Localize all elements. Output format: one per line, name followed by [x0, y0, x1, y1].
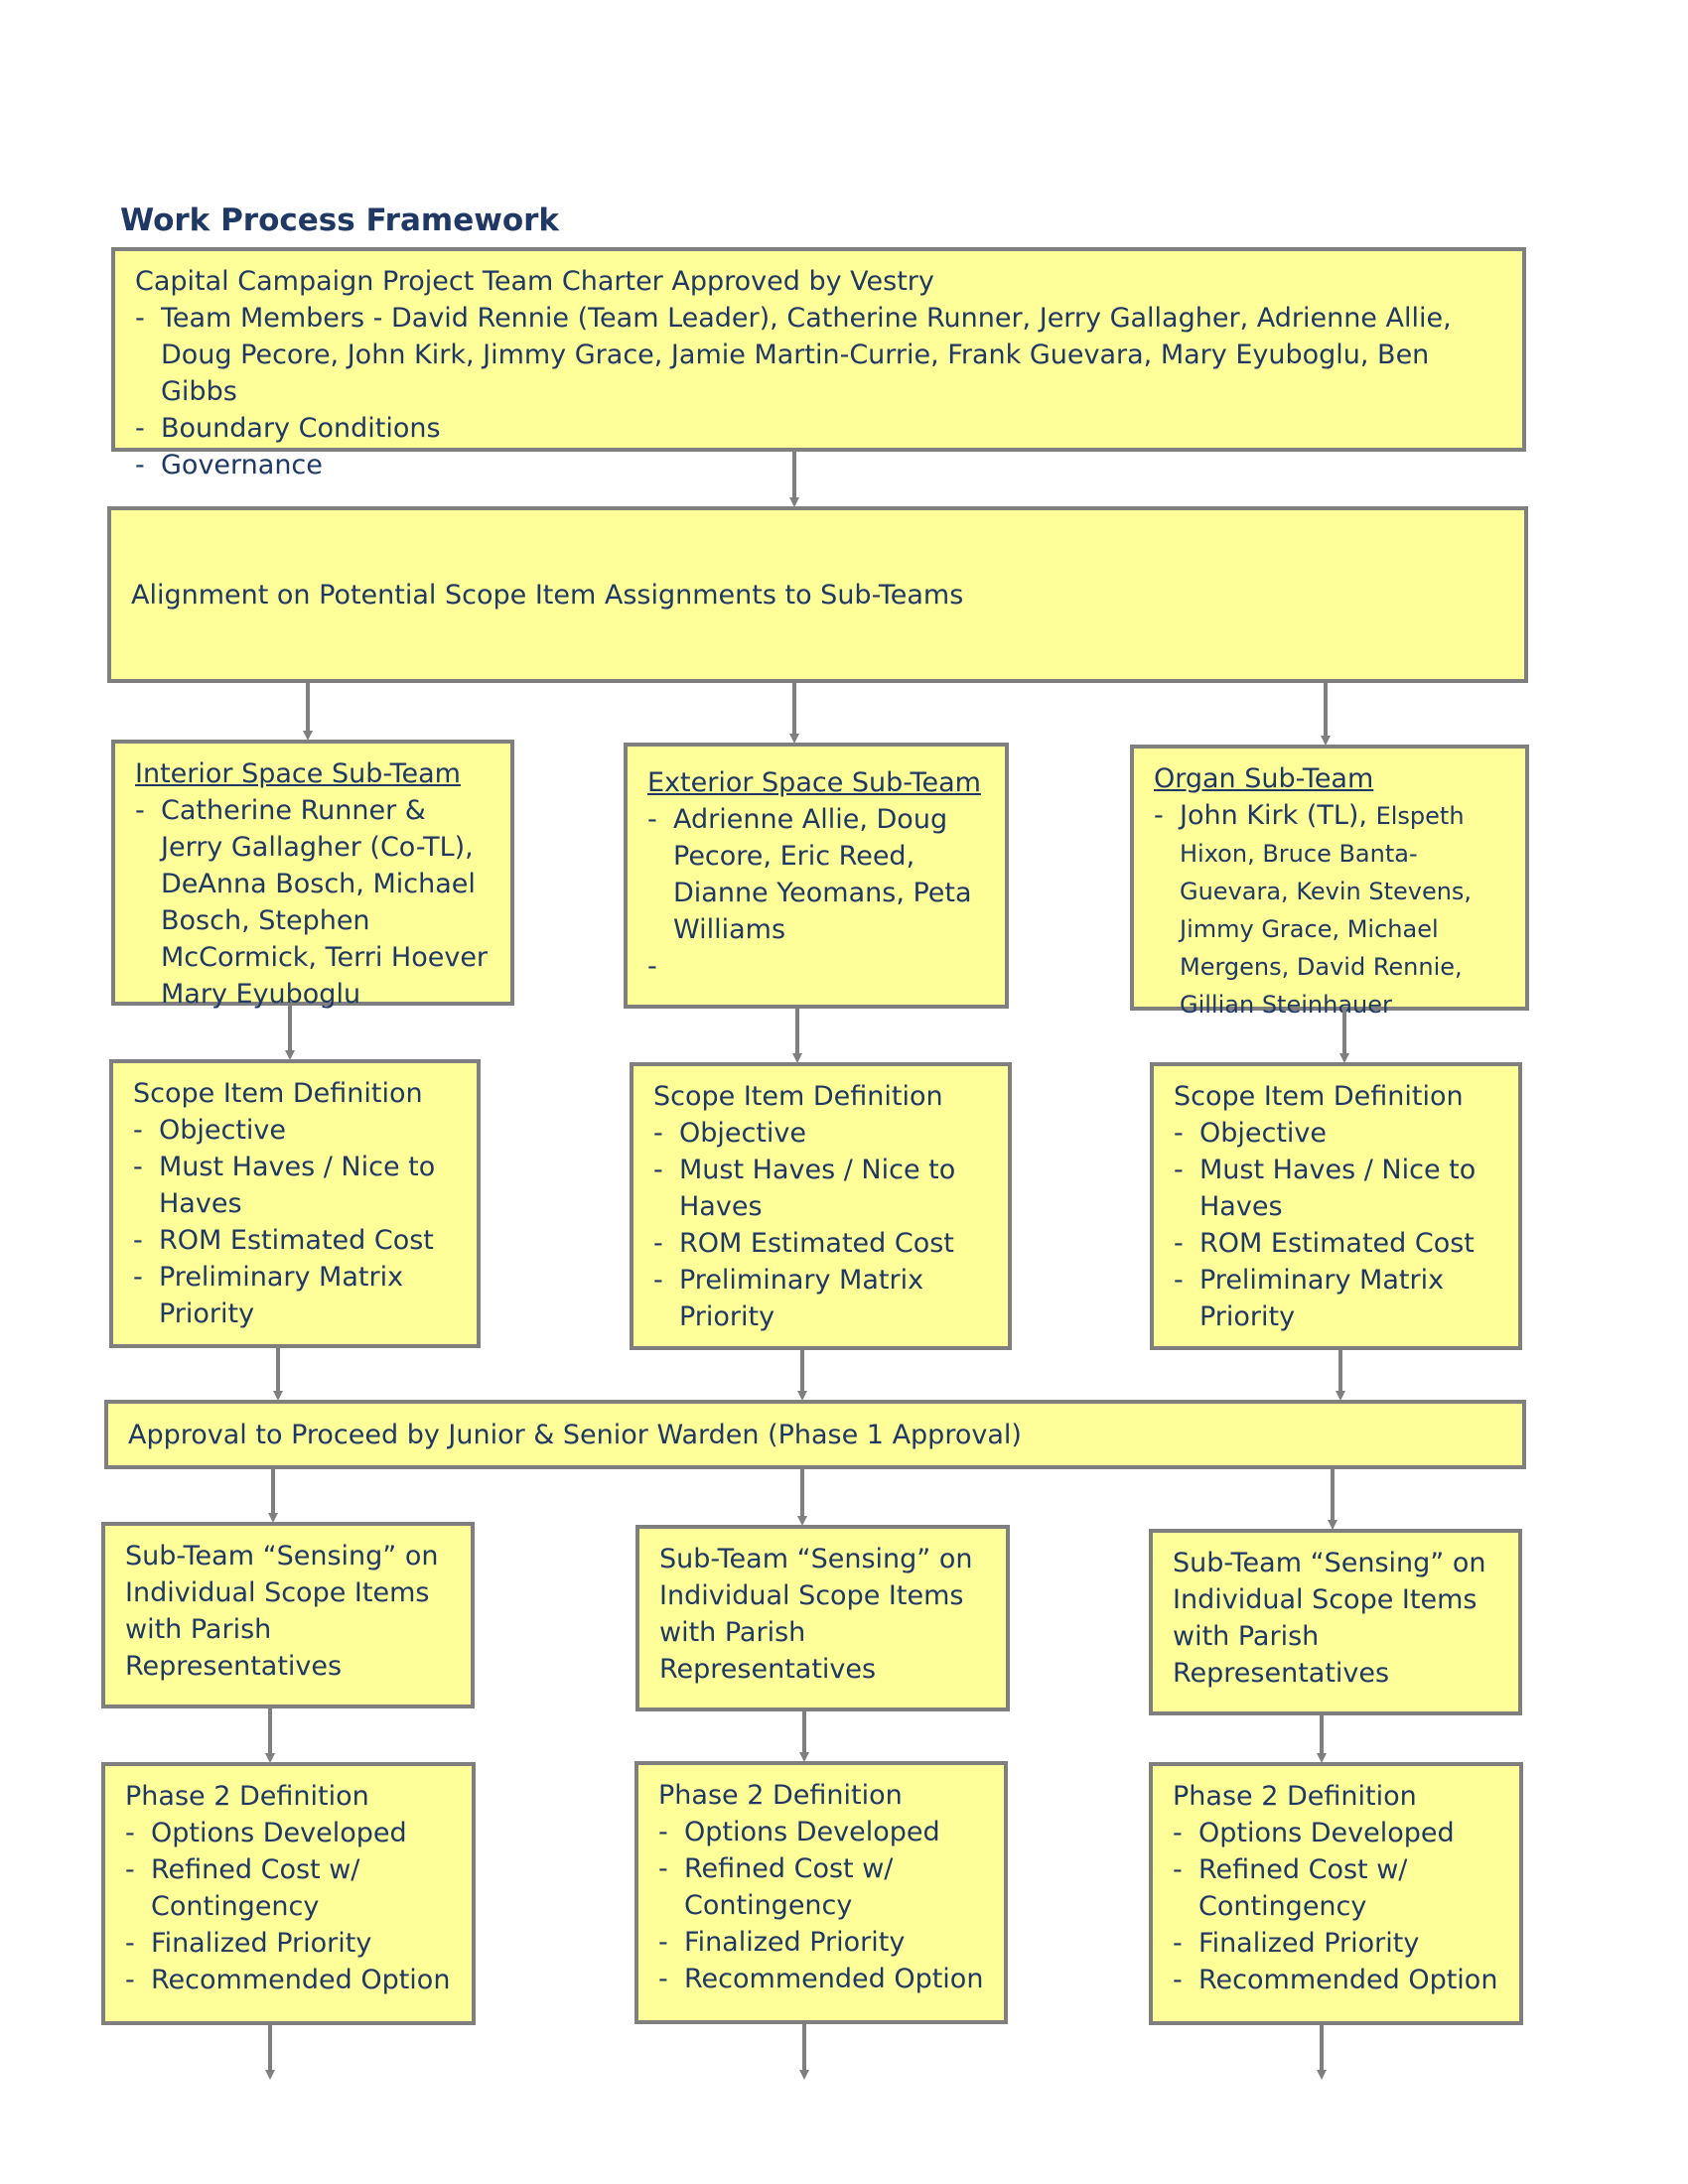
scope-definition-heading: Scope Item Definition: [133, 1078, 423, 1109]
interior-subteam-members: - Catherine Runner & Jerry Gallagher (Co-TL), DeAnna Bosch, Michael Bosch, Stephen McCormick, Terri Hoever Mary Eyuboglu: [135, 792, 491, 1013]
scope-item-rom-cost: - ROM Estimated Cost: [653, 1225, 988, 1262]
phase2-item-refined-cost: - Refined Cost w/ Contingency: [1173, 1851, 1499, 1925]
exterior-subteam-heading: Exterior Space Sub-Team: [647, 767, 981, 798]
scope-item-must-haves: - Must Haves / Nice to Haves: [1174, 1152, 1498, 1225]
scope-item-priority: - Preliminary Matrix Priority: [1174, 1262, 1498, 1335]
organ-subteam-lead: John Kirk (TL),: [1180, 800, 1367, 831]
alignment-text: Alignment on Potential Scope Item Assignments to Sub-Teams: [131, 579, 964, 611]
phase2-item-priority: - Finalized Priority: [125, 1925, 452, 1962]
sensing-text: Sub-Team “Sensing” on Individual Scope Items with Parish Representatives: [1173, 1548, 1486, 1689]
phase2-item-priority: - Finalized Priority: [1173, 1925, 1499, 1962]
approval-text: Approval to Proceed by Junior & Senior Warden (Phase 1 Approval): [128, 1419, 1022, 1450]
scope-item-must-haves: - Must Haves / Nice to Haves: [653, 1152, 988, 1225]
phase2-item-refined-cost: - Refined Cost w/ Contingency: [125, 1851, 452, 1925]
phase2-item-options: - Options Developed: [1173, 1815, 1499, 1851]
phase2-heading: Phase 2 Definition: [1173, 1781, 1417, 1812]
scope-item-rom-cost: - ROM Estimated Cost: [1174, 1225, 1498, 1262]
charter-item-boundary: - Boundary Conditions: [135, 410, 1502, 447]
organ-subteam-heading: Organ Sub-Team: [1154, 763, 1374, 794]
phase2-item-refined-cost: - Refined Cost w/ Contingency: [658, 1850, 984, 1924]
scope-item-objective: - Objective: [653, 1115, 988, 1152]
phase2-heading: Phase 2 Definition: [658, 1780, 903, 1811]
scope-item-must-haves: - Must Haves / Nice to Haves: [133, 1149, 457, 1222]
phase2-item-recommended: - Recommended Option: [658, 1961, 984, 1997]
charter-item-team-members: - Team Members - David Rennie (Team Leader), Catherine Runner, Jerry Gallagher, Adrienne Allie, Doug Pecore, John Kirk, Jimmy Grace, Jamie Martin-Currie, Frank Guevara, Mary Eyuboglu, Ben Gibbs: [135, 300, 1502, 410]
phase2-heading: Phase 2 Definition: [125, 1781, 369, 1812]
sensing-text: Sub-Team “Sensing” on Individual Scope Items with Parish Representatives: [125, 1541, 439, 1682]
charter-item-governance: - Governance: [135, 447, 1502, 483]
phase2-item-recommended: - Recommended Option: [125, 1962, 452, 1998]
phase2-item-options: - Options Developed: [125, 1815, 452, 1851]
interior-subteam-heading: Interior Space Sub-Team: [135, 758, 461, 789]
charter-heading: Capital Campaign Project Team Charter Approved by Vestry: [135, 266, 934, 297]
scope-definition-heading: Scope Item Definition: [1174, 1081, 1464, 1112]
page-title: Work Process Framework: [120, 203, 560, 238]
scope-item-objective: - Objective: [1174, 1115, 1498, 1152]
scope-definition-heading: Scope Item Definition: [653, 1081, 943, 1112]
scope-item-priority: - Preliminary Matrix Priority: [133, 1259, 457, 1332]
sensing-text: Sub-Team “Sensing” on Individual Scope Items with Parish Representatives: [659, 1544, 973, 1685]
phase2-item-priority: - Finalized Priority: [658, 1924, 984, 1961]
phase2-item-recommended: - Recommended Option: [1173, 1962, 1499, 1998]
scope-item-priority: - Preliminary Matrix Priority: [653, 1262, 988, 1335]
scope-item-objective: - Objective: [133, 1112, 457, 1149]
phase2-item-options: - Options Developed: [658, 1814, 984, 1850]
scope-item-rom-cost: - ROM Estimated Cost: [133, 1222, 457, 1259]
exterior-subteam-members: - Adrienne Allie, Doug Pecore, Eric Reed, Dianne Yeomans, Peta Williams: [647, 801, 985, 948]
organ-subteam-others: Elspeth Hixon, Bruce Banta-Guevara, Kevin Stevens, Jimmy Grace, Michael Mergens, David Rennie, Gillian Steinhauer: [1180, 802, 1473, 1019]
